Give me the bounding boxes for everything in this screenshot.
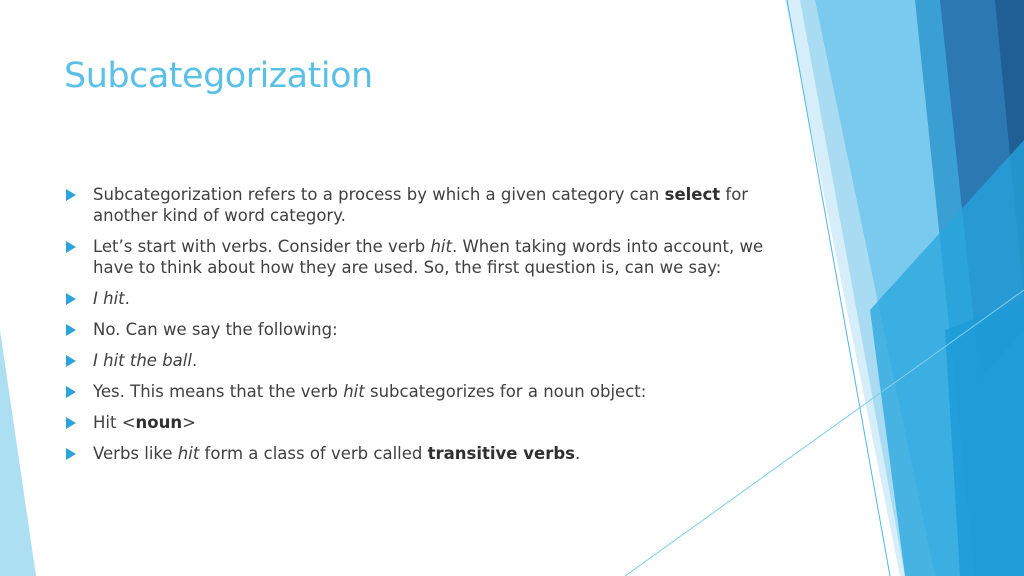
bullet-arrow-icon	[66, 417, 76, 429]
bullet-item-3	[64, 288, 784, 309]
italic-term: hit	[177, 444, 200, 463]
bullet-text: for another kind of word category.	[93, 185, 749, 225]
bullet-item-8	[64, 443, 784, 464]
bullet-text: >	[182, 413, 196, 432]
bullet-item-7	[64, 412, 784, 433]
bullet-text: .	[574, 444, 581, 463]
bullet-text: No. Can we say the following:	[93, 320, 338, 339]
bullet-text: form a class of verb called	[199, 444, 428, 463]
bullet-text: subcategorizes for a noun object:	[364, 382, 647, 401]
bold-term: noun	[135, 413, 183, 432]
bullet-item-2	[64, 236, 784, 278]
bullet-arrow-icon	[66, 189, 76, 201]
bullet-item-4	[64, 319, 784, 340]
bullet-text: Verbs like	[93, 444, 178, 463]
bullet-text: . When taking words into account, we have to think about how they are used. So, the first question is, can we say:	[93, 237, 764, 277]
bullet-item-5	[64, 350, 784, 371]
bullet-arrow-icon	[66, 386, 76, 398]
bullet-arrow-icon	[66, 241, 76, 253]
slide-title: Subcategorization	[64, 56, 373, 96]
bold-term: select	[664, 185, 721, 204]
left-edge-triangle	[0, 330, 36, 576]
bullet-text: Let’s start with verbs. Consider the verb	[93, 237, 431, 256]
bullet-arrow-icon	[66, 324, 76, 336]
bullet-list	[64, 184, 784, 474]
bullet-text: Hit <	[93, 413, 136, 432]
bullet-text: .	[124, 289, 130, 308]
italic-example: I hit	[93, 289, 125, 308]
bold-term: transitive verbs	[427, 444, 575, 463]
bullet-arrow-icon	[66, 448, 76, 460]
italic-term: hit	[343, 382, 365, 401]
bullet-text: Subcategorization refers to a process by which a given category can	[93, 185, 665, 204]
italic-example: I hit the ball	[93, 351, 192, 370]
bullet-item-1	[64, 184, 784, 226]
bullet-item-6	[64, 381, 784, 402]
bullet-text: .	[191, 351, 198, 370]
italic-term: hit	[430, 237, 452, 256]
bullet-arrow-icon	[66, 355, 76, 367]
bullet-text: Yes. This means that the verb	[93, 382, 344, 401]
bullet-arrow-icon	[66, 293, 76, 305]
